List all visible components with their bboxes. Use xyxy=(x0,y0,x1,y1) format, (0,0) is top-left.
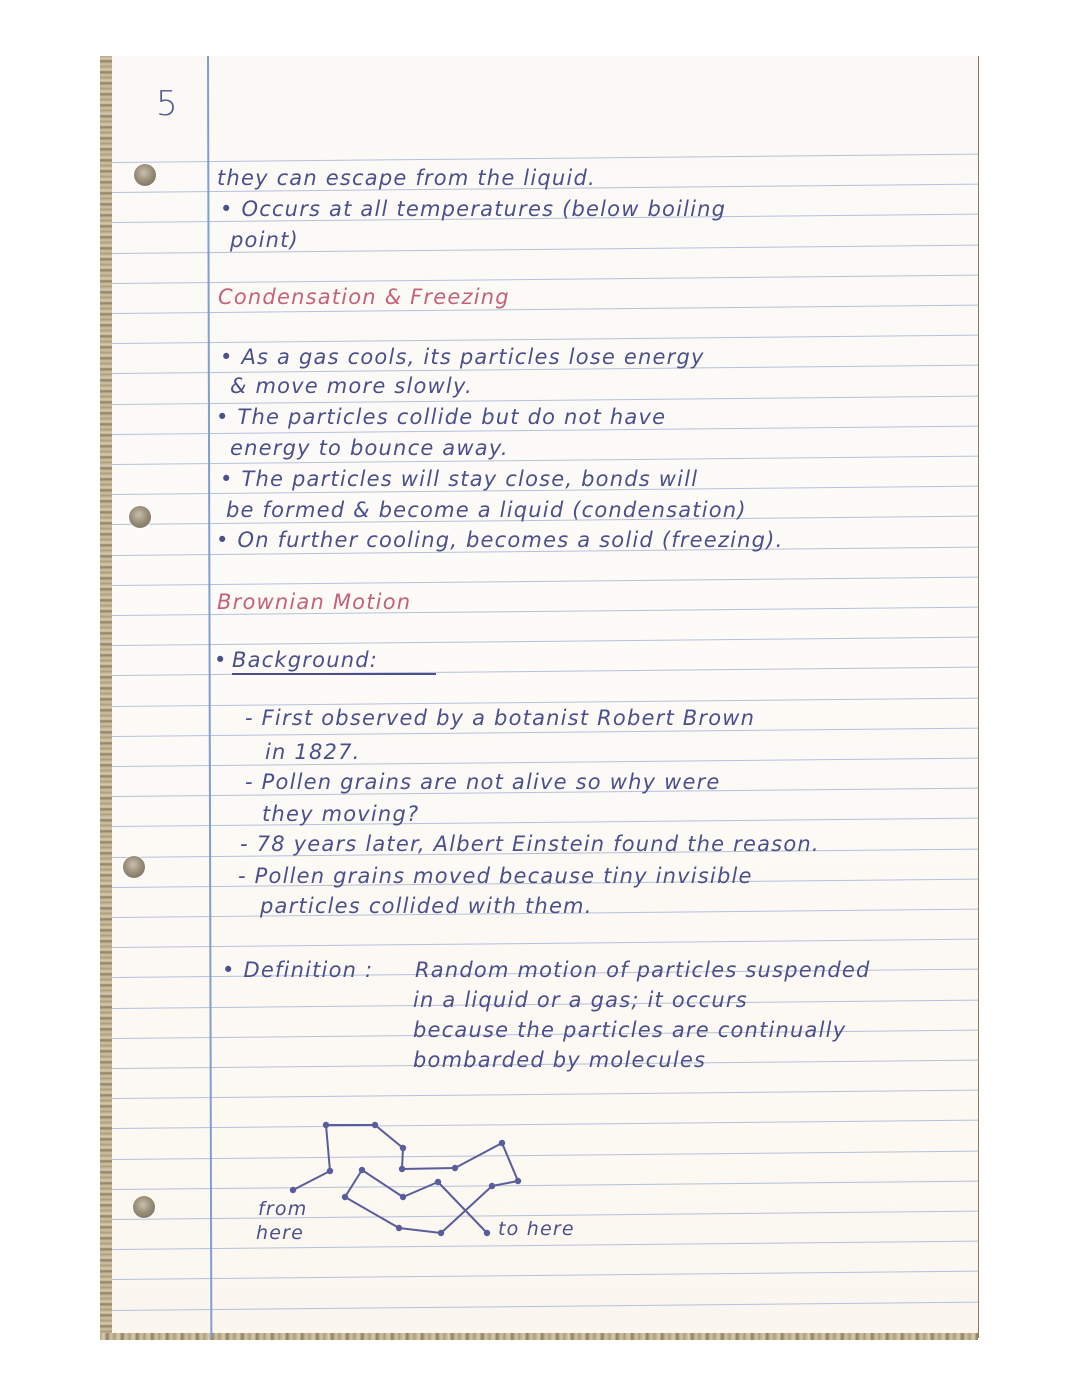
text-line: - Pollen grains moved because tiny invisible xyxy=(238,864,753,888)
diagram-label-start: from xyxy=(258,1198,308,1220)
particle-point xyxy=(372,1122,378,1128)
text-line: • On further cooling, becomes a solid (freezing). xyxy=(216,528,784,552)
text-line: & move more slowly. xyxy=(230,374,473,398)
text-line: • Occurs at all temperatures (below boiling xyxy=(220,197,727,221)
particle-point xyxy=(359,1167,365,1173)
page-number: 5 xyxy=(156,84,179,124)
text-line: Random motion of particles suspended xyxy=(415,958,871,982)
particle-point xyxy=(396,1225,402,1231)
section-heading-condensation: Condensation & Freezing xyxy=(218,285,510,309)
particle-point xyxy=(290,1187,296,1193)
text-line: point) xyxy=(230,228,299,252)
text-line: bombarded by molecules xyxy=(413,1048,707,1072)
particle-point xyxy=(342,1194,348,1200)
particle-point xyxy=(515,1178,521,1184)
particle-point xyxy=(400,1145,406,1151)
particle-point xyxy=(438,1230,444,1236)
bullet: • xyxy=(214,648,228,672)
text-line: particles collided with them. xyxy=(260,894,593,918)
text-line: in 1827. xyxy=(265,740,361,764)
text-line: • The particles will stay close, bonds will xyxy=(220,467,699,491)
particle-point xyxy=(323,1122,329,1128)
definition-label: • Definition : xyxy=(222,958,374,982)
text-line: • The particles collide but do not have xyxy=(216,405,667,429)
text-line: because the particles are continually xyxy=(413,1018,847,1042)
text-line: • As a gas cools, its particles lose energy xyxy=(220,345,705,369)
particle-point xyxy=(327,1168,333,1174)
text-line: in a liquid or a gas; it occurs xyxy=(413,988,748,1012)
text-line: they moving? xyxy=(262,802,420,826)
diagram-label-start: here xyxy=(256,1222,305,1244)
particle-point xyxy=(435,1179,441,1185)
particle-point xyxy=(399,1166,405,1172)
text-line: - 78 years later, Albert Einstein found the reason. xyxy=(240,832,820,856)
particle-point xyxy=(452,1165,458,1171)
particle-point xyxy=(484,1230,490,1236)
particle-point xyxy=(400,1194,406,1200)
subheading-background: Background: xyxy=(232,648,436,675)
section-heading-brownian: Brownian Motion xyxy=(217,590,412,614)
diagram-label-end: to here xyxy=(498,1218,575,1240)
text-line: energy to bounce away. xyxy=(230,436,509,460)
particle-point xyxy=(489,1183,495,1189)
text-line: - First observed by a botanist Robert Brown xyxy=(245,706,756,730)
text-line: be formed & become a liquid (condensation) xyxy=(226,498,747,522)
particle-point xyxy=(499,1140,505,1146)
text-line: they can escape from the liquid. xyxy=(217,166,596,190)
text-line: - Pollen grains are not alive so why were xyxy=(245,770,721,794)
